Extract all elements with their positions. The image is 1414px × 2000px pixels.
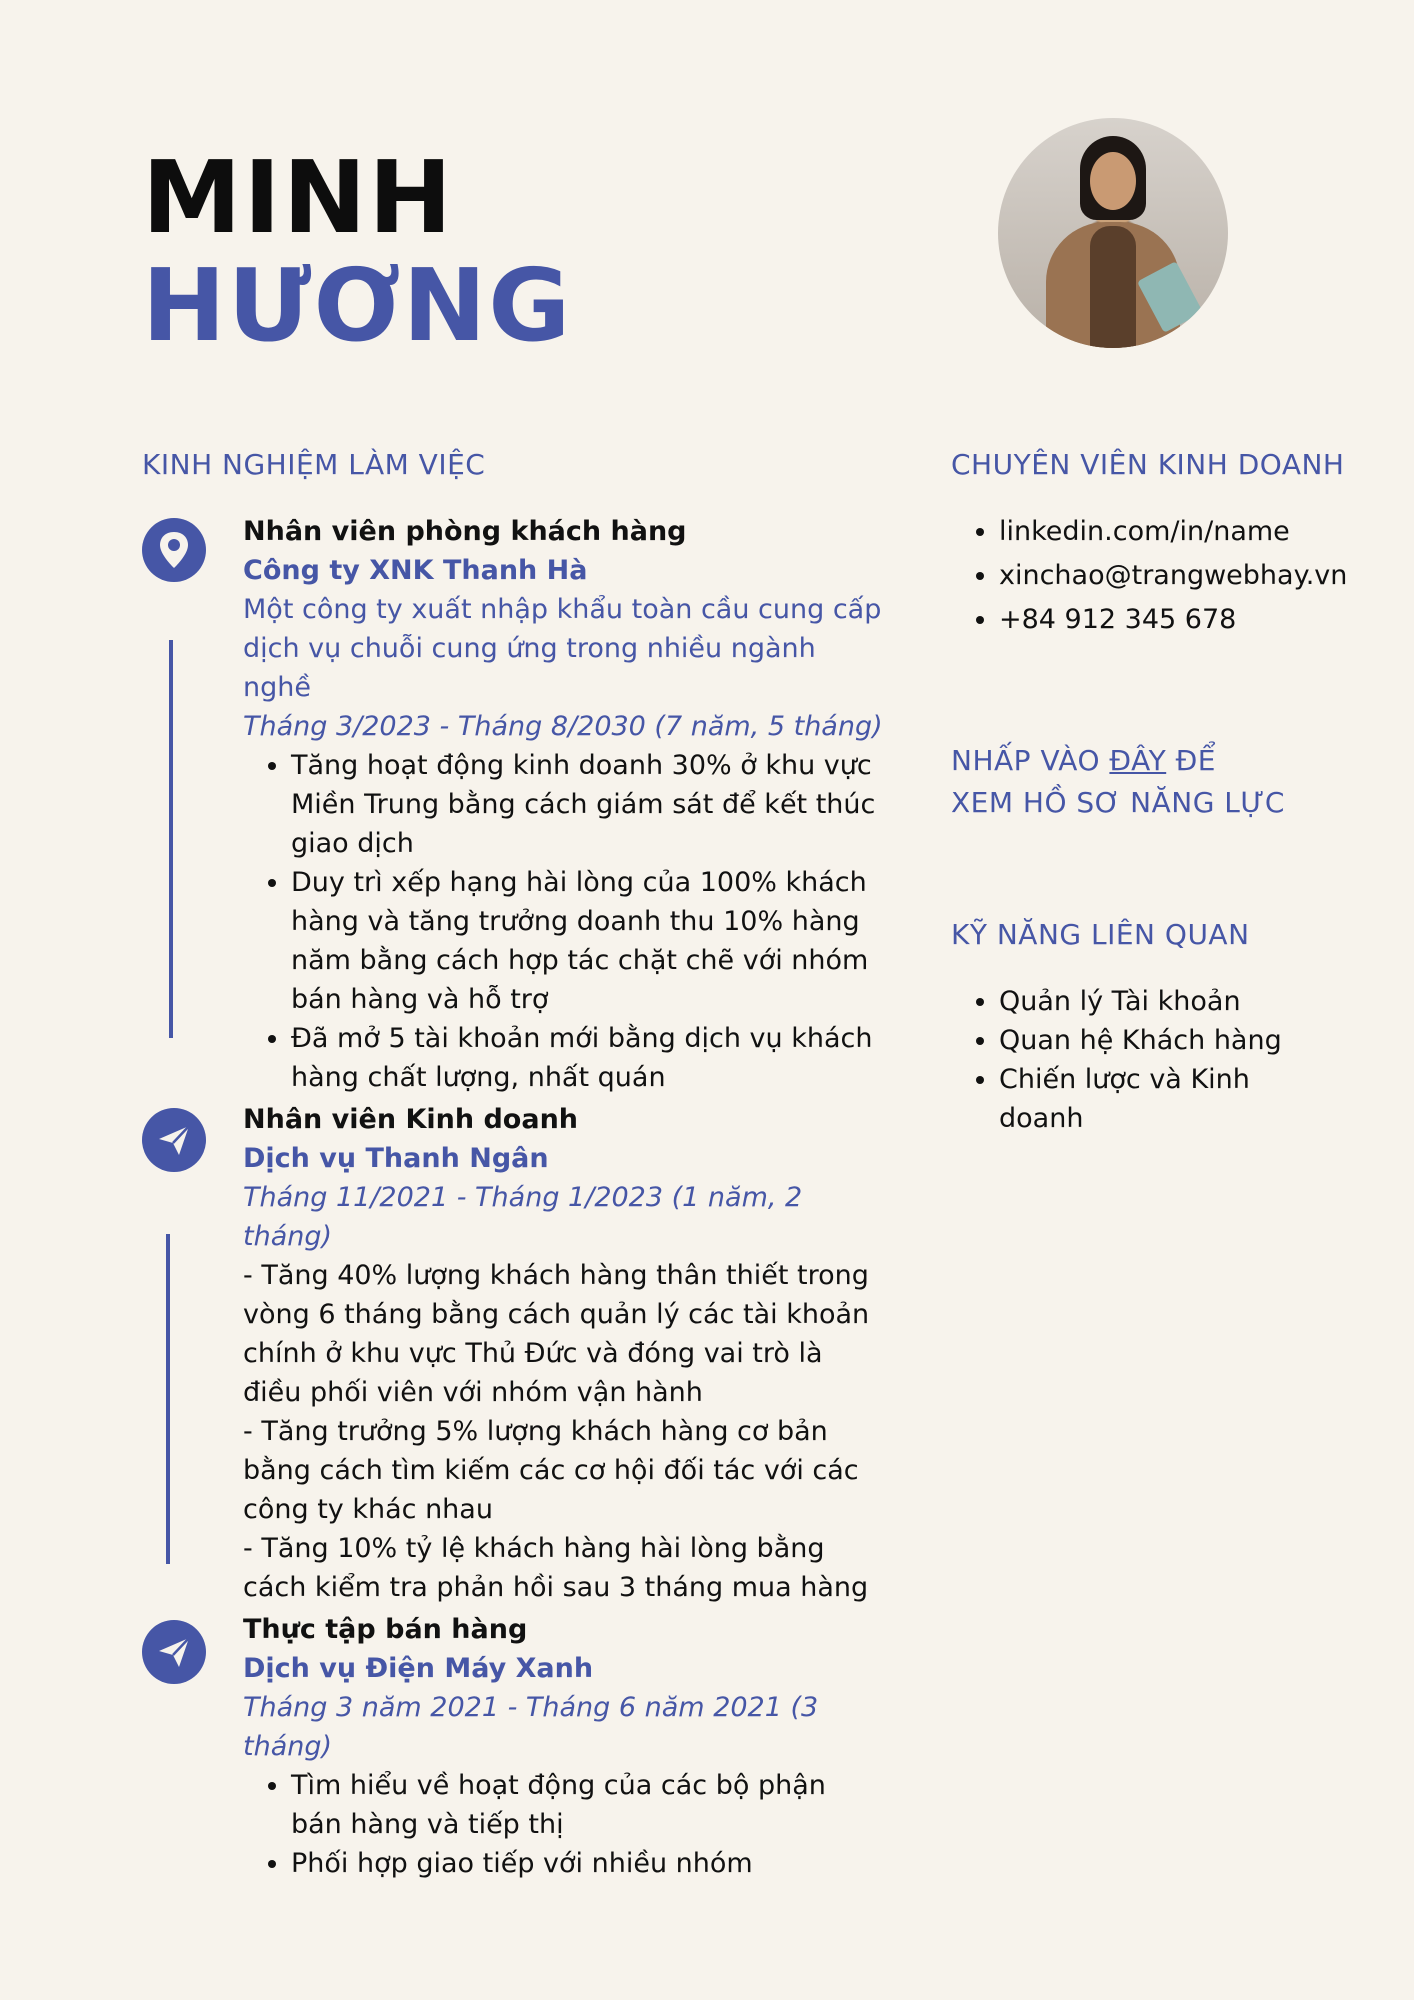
job-1 xyxy=(243,512,883,1097)
email-link[interactable]: • xinchao@trangwebhay.vn xyxy=(999,554,1371,598)
timeline-line xyxy=(166,1234,170,1564)
paper-plane-icon xyxy=(142,1620,206,1684)
company-name: Dịch vụ Thanh Ngân xyxy=(243,1143,549,1174)
phone-number: • +84 912 345 678 xyxy=(999,598,1371,642)
job-bullets xyxy=(243,746,883,1097)
company-description: Một công ty xuất nhập khẩu toàn cầu cung cấp dịch vụ chuỗi cung ứng trong nhiều ngành nghề xyxy=(243,594,882,703)
portfolio-suffix: ĐỂ xyxy=(1166,744,1216,777)
job-3 xyxy=(243,1610,883,1883)
first-name: MINH xyxy=(142,139,455,256)
job-bullets xyxy=(243,1766,883,1883)
job-title: Nhân viên Kinh doanh xyxy=(243,1104,579,1135)
list-item: • Duy trì xếp hạng hài lòng của 100% khách hàng và tăng trưởng doanh thu 10% hàng năm bằng cách hợp tác chặt chẽ với nhóm bán hàng và hỗ trợ xyxy=(291,863,883,1019)
avatar xyxy=(998,118,1228,348)
list-item: • Quản lý Tài khoản xyxy=(999,982,1291,1021)
job-title: Thực tập bán hàng xyxy=(243,1614,528,1645)
skills-list xyxy=(951,982,1291,1138)
location-pin-icon xyxy=(142,518,206,582)
list-item: • Phối hợp giao tiếp với nhiều nhóm xyxy=(291,1844,883,1883)
job-line: - Tăng 40% lượng khách hàng thân thiết trong vòng 6 tháng bằng cách quản lý các tài khoản chính ở khu vực Thủ Đức và đóng vai trò là điều phối viên với nhóm vận hành xyxy=(243,1260,870,1408)
job-line: - Tăng 10% tỷ lệ khách hàng hài lòng bằng cách kiểm tra phản hồi sau 3 tháng mua hàng xyxy=(243,1533,869,1603)
list-item: • Đã mở 5 tài khoản mới bằng dịch vụ khách hàng chất lượng, nhất quán xyxy=(291,1019,883,1097)
list-item: • Tìm hiểu về hoạt động của các bộ phận bán hàng và tiếp thị xyxy=(291,1766,883,1844)
job-period: Tháng 3 năm 2021 - Tháng 6 năm 2021 (3 tháng) xyxy=(243,1692,819,1762)
job-title: Nhân viên phòng khách hàng xyxy=(243,516,687,547)
job-period: Tháng 3/2023 - Tháng 8/2030 (7 năm, 5 tháng) xyxy=(243,711,883,742)
contact-heading: CHUYÊN VIÊN KINH DOANH xyxy=(951,448,1345,481)
list-item: • Tăng hoạt động kinh doanh 30% ở khu vực Miền Trung bằng cách giám sát để kết thúc giao dịch xyxy=(291,746,883,863)
company-name: Dịch vụ Điện Máy Xanh xyxy=(243,1653,594,1684)
portfolio-line2: XEM HỒ SƠ NĂNG LỰC xyxy=(951,786,1285,819)
list-item: • Chiến lược và Kinh doanh xyxy=(999,1060,1291,1138)
list-item: • Quan hệ Khách hàng xyxy=(999,1021,1291,1060)
portfolio-callout xyxy=(951,740,1285,824)
last-name: HƯƠNG xyxy=(142,247,573,364)
timeline-line xyxy=(169,640,173,1038)
skills-heading: KỸ NĂNG LIÊN QUAN xyxy=(951,918,1250,951)
job-period: Tháng 11/2021 - Tháng 1/2023 (1 năm, 2 tháng) xyxy=(243,1182,803,1252)
job-2 xyxy=(243,1100,883,1607)
portfolio-link[interactable]: ĐÂY xyxy=(1109,744,1167,777)
portfolio-prefix: NHẤP VÀO xyxy=(951,744,1110,777)
company-name: Công ty XNK Thanh Hà xyxy=(243,555,588,586)
contact-list xyxy=(951,510,1371,642)
job-line: - Tăng trưởng 5% lượng khách hàng cơ bản bằng cách tìm kiếm các cơ hội đối tác với các công ty khác nhau xyxy=(243,1416,859,1525)
experience-heading: KINH NGHIỆM LÀM VIỆC xyxy=(142,448,486,481)
paper-plane-icon xyxy=(142,1108,206,1172)
linkedin-link[interactable]: • linkedin.com/in/name xyxy=(999,510,1371,554)
